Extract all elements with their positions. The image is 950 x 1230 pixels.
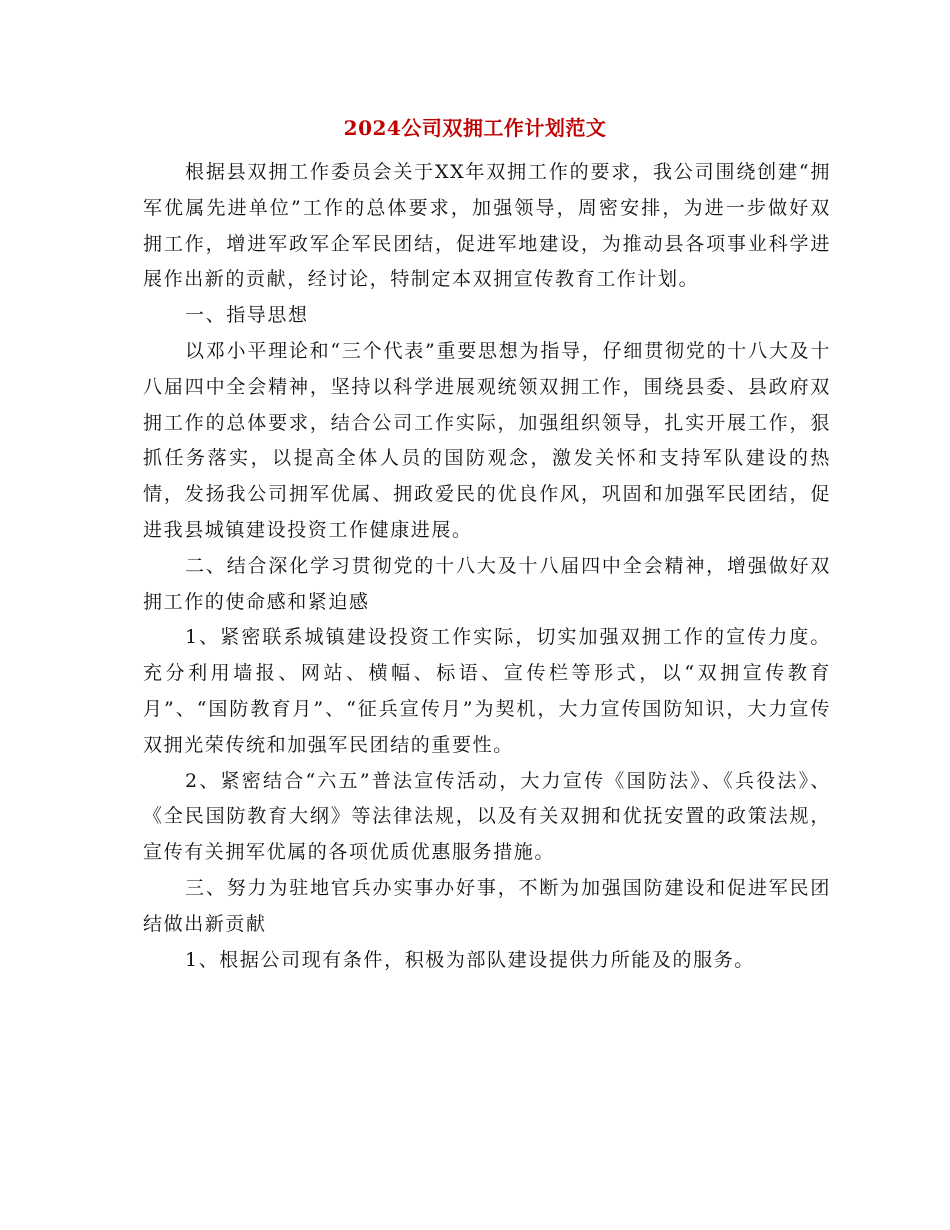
document-body: [143, 155, 831, 978]
section-heading-study: 二、结合深化学习贯彻党的十八大及十八届四中全会精神，增强做好双拥工作的使命感和紧迫感: [143, 554, 831, 613]
paragraph-guiding-ideology: 以邓小平理论和“三个代表”重要思想为指导，仔细贯彻党的十八大及十八届四中全会精神，坚持以科学进展观统领双拥工作，围绕县委、县政府双拥工作的总体要求，结合公司工作实际，加强组织领导，扎实开展工作，狠抓任务落实，以提高全体人员的国防观念，激发关怀和支持军队建设的热情，发扬我公司拥军优属、拥政爱民的优良作风，巩固和加强军民团结，促进我县城镇建设投资工作健康进展。: [143, 339, 831, 541]
paragraph-item-1-service: 1、根据公司现有条件，积极为部队建设提供力所能及的服务。: [185, 948, 755, 971]
paragraph-intro: 根据县双拥工作委员会关于XX年双拥工作的要求，我公司围绕创建“拥军优属先进单位”工作的总体要求，加强领导，周密安排，为进一步做好双拥工作，增进军政军企军民团结，促进军地建设，为推动县各项事业科学进展作出新的贡献，经讨论，特制定本双拥宣传教育工作计划。: [143, 161, 831, 291]
paragraph-item-1-publicity: 1、紧密联系城镇建设投资工作实际，切实加强双拥工作的宣传力度。充分利用墙报、网站、横幅、标语、宣传栏等形式，以“双拥宣传教育月”、“国防教育月”、“征兵宣传月”为契机，大力宣传国防知识，大力宣传双拥光荣传统和加强军民团结的重要性。: [143, 626, 831, 756]
section-heading-guiding-ideology: 一、指导思想: [185, 304, 309, 327]
paragraph-item-2-law: 2、紧密结合“六五”普法宣传活动，大力宣传《国防法》、《兵役法》、《全民国防教育大纲》等法律法规，以及有关双拥和优抚安置的政策法规，宣传有关拥军优属的各项优质优惠服务措施。: [143, 769, 831, 864]
section-heading-practical-work: 三、努力为驻地官兵办实事办好事，不断为加强国防建设和促进军民团结做出新贡献: [143, 876, 831, 935]
document-title: 2024公司双拥工作计划范文: [343, 116, 607, 140]
